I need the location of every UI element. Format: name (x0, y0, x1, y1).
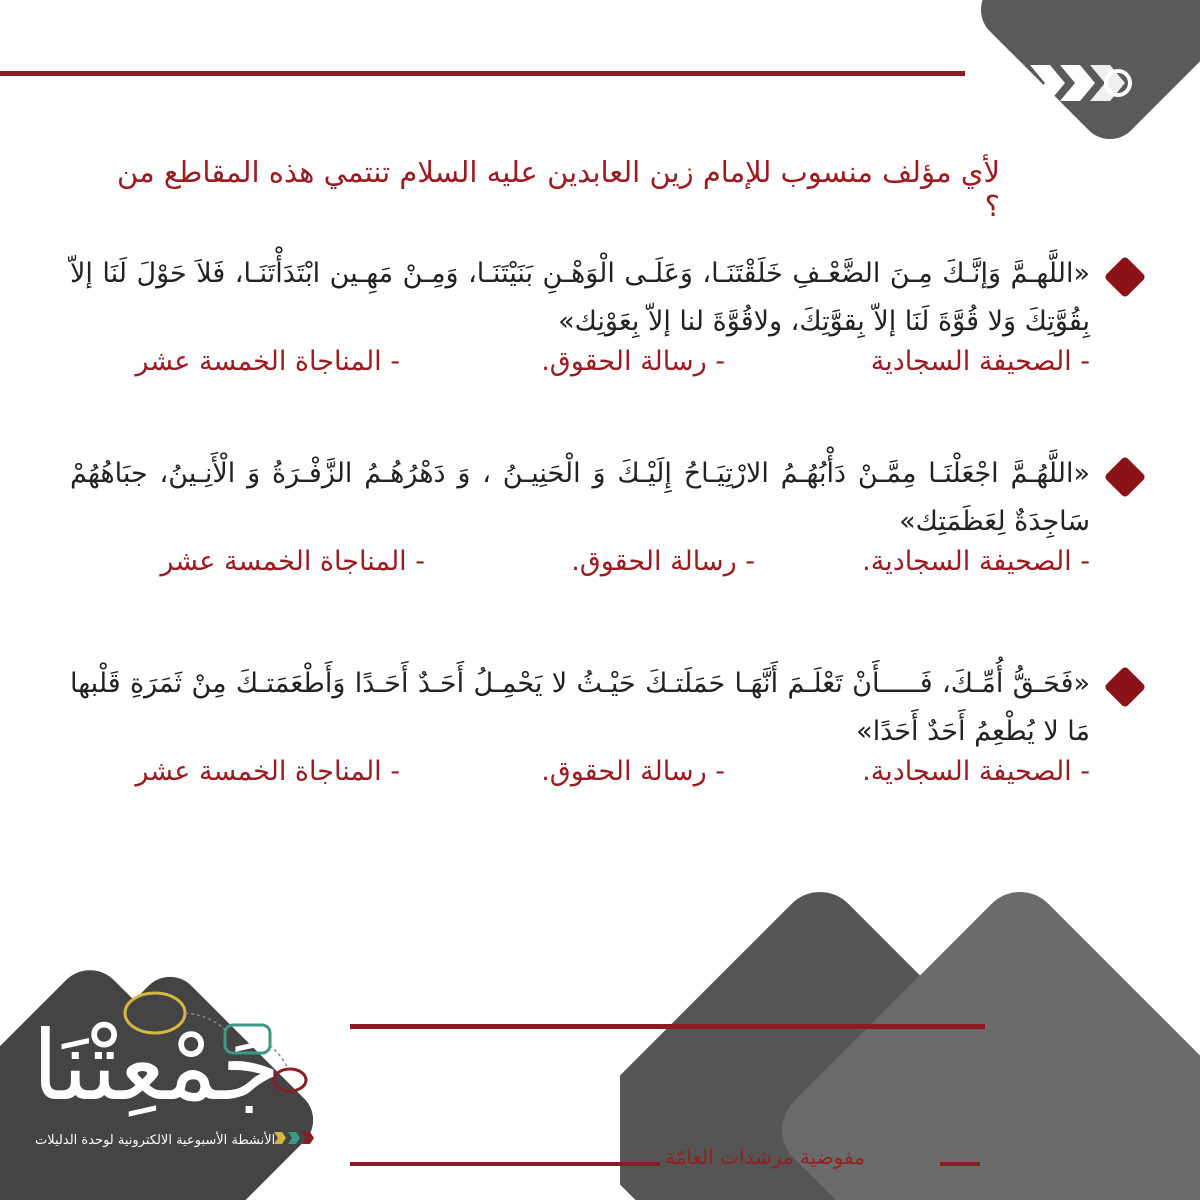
quote-text: «اللَّهُـمَّ اجْعَلْنَـا مِمَّـنْ دَأْبُهُـمُ الارْتِيَـاحُ إِلَيْـكَ وَ الْحَنِيـنُ ، وَ دَهْرُهُـمُ الزَّفْـرَةُ وَ الْأَنِـينُ، جبَاهُهُمْ سَاجِدَةٌ لِعَظَمَتِك» (70, 458, 1090, 537)
bullet-diamond-icon (1104, 666, 1146, 708)
logo-icon (1025, 55, 1140, 110)
bottom-divider-line-left (350, 1162, 660, 1166)
question-item-1 (70, 250, 1160, 394)
top-divider-line (0, 71, 965, 76)
brand-wordmark: جَمْعِتْنَا (32, 1010, 281, 1122)
option-sahifa[interactable]: - الصحيفة السجادية. (862, 546, 1090, 577)
brand-marks-icon (272, 1130, 317, 1146)
question-text: لأي مؤلف منسوب للإمام زين العابدين عليه السلام تنتمي هذه المقاطع من ؟ (117, 155, 1000, 223)
middle-divider-line (350, 1024, 985, 1029)
options-row (70, 346, 1090, 394)
question-item-2 (70, 450, 1160, 594)
bullet-diamond-icon (1104, 256, 1146, 298)
option-munajat[interactable]: - المناجاة الخمسة عشر (160, 546, 425, 577)
option-munajat[interactable]: - المناجاة الخمسة عشر (135, 756, 400, 787)
bottom-divider-line-right (940, 1162, 980, 1166)
options-row (70, 756, 1090, 804)
question-item-3 (70, 660, 1160, 804)
quote-text: «اللَّهـمَّ وَإنَّـكَ مِـنَ الضَّعْـفِ خَلَقْتَنَـا، وَعَلَـى الْوَهْـنِ بَنَيْتَنَـا، وَمِـنْ مَهِـين ابْتَدَأْتَنَـا، فَلاَ حَوْلَ لَنَا إلاّ بِقُوَّتِكَ وَلا قُوَّةَ لَنَا إلاّ بِقوَّتِكَ، ولاقُوَّةَ لنا إلاّ بِعَوْنِك» (70, 258, 1090, 337)
option-huquq[interactable]: - رسالة الحقوق. (571, 546, 755, 577)
option-munajat[interactable]: - المناجاة الخمسة عشر (135, 346, 400, 377)
brand-subtitle: الأنشطة الأسبوعية الالكترونية لوحدة الدليلات (35, 1133, 276, 1148)
bullet-diamond-icon (1104, 456, 1146, 498)
option-huquq[interactable]: - رسالة الحقوق. (541, 756, 725, 787)
option-sahifa[interactable]: - الصحيفة السجادية. (862, 756, 1090, 787)
option-huquq[interactable]: - رسالة الحقوق. (541, 346, 725, 377)
footer-label: مفوضية مرشدات العامّة (665, 1145, 865, 1169)
quote-text: «فَحَـقُّ أُمِّـكَ، فَـــــأَنْ تَعْلَـمَ أَنَّهَـا حَمَلَتـكَ حَيْـثُ لا يَحْمِـلُ أَحَـدٌ أَحَـدًا وَأَطْعَمَتـكَ مِنْ ثَمَرَةِ قَلْبها مَا لا يُطْعِمُ أَحَدٌ أَحَدًا» (70, 668, 1090, 747)
options-row (70, 546, 1090, 594)
option-sahifa[interactable]: - الصحيفة السجادية (870, 346, 1090, 377)
